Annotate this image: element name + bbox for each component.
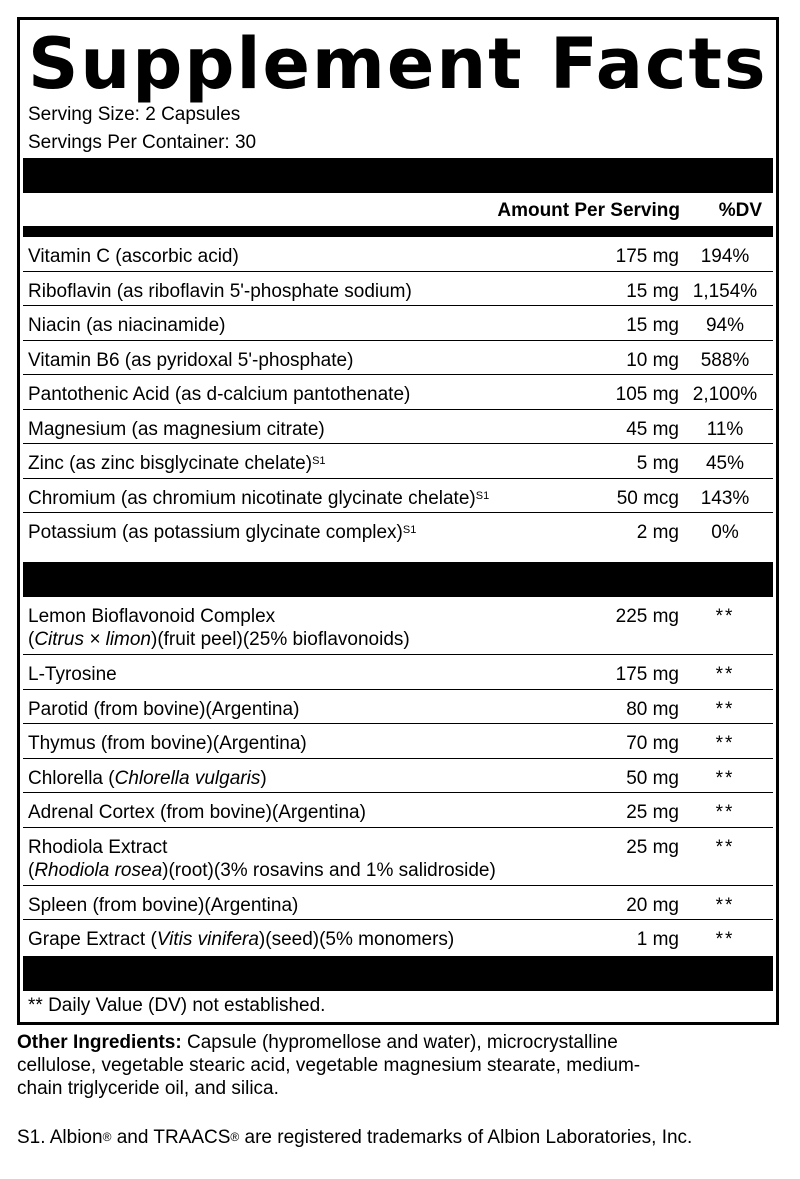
ingredient-dv: 2,100% (692, 384, 758, 405)
serving-size: Serving Size: 2 Capsules (28, 104, 241, 125)
table-row (23, 655, 773, 690)
dv-header: %DV (718, 200, 762, 221)
trademark-text: and TRAACS (111, 1127, 231, 1148)
ingredient-name: Thymus (from bovine)(Argentina) (28, 733, 307, 754)
table-row (23, 724, 773, 759)
ingredient-name: Riboflavin (as riboflavin 5'-phosphate sodium) (28, 280, 412, 302)
ingredient-amount: 5 mg (636, 453, 679, 474)
servings-per-container: Servings Per Container: 30 (28, 132, 257, 153)
ingredient-amount: 50 mg (626, 767, 679, 789)
ingredient-name-text: )(fruit peel)(25% bioflavonoids) (151, 629, 410, 650)
trademark-text: S1. Albion (17, 1127, 103, 1148)
ingredient-name-text: Chromium (as chromium nicotinate glycinate chelate) (28, 487, 476, 509)
table-row (23, 886, 773, 921)
ingredient-name-text: Potassium (as potassium glycinate complex) (28, 522, 403, 543)
botanical-name: Citrus × limon (34, 629, 151, 650)
ingredient-amount: 105 mg (615, 384, 679, 405)
registered-mark: ® (102, 1130, 112, 1144)
ingredient-dv: ** (715, 802, 735, 823)
ingredient-dv: 143% (700, 487, 750, 509)
table-row (23, 341, 773, 376)
ingredient-name-text: Chlorella ( (28, 767, 115, 789)
botanical-name: Vitis vinifera (156, 929, 259, 950)
amount-per-serving-header: Amount Per Serving (497, 200, 680, 221)
ingredient-name-text: Zinc (as zinc bisglycinate chelate) (28, 453, 313, 474)
registered-mark: ® (230, 1130, 240, 1144)
ingredient-name-text: Grape Extract ( (28, 929, 157, 950)
ingredient-amount: 25 mg (626, 836, 679, 858)
ingredient-dv: ** (715, 698, 735, 720)
ingredient-amount: 15 mg (626, 280, 679, 302)
table-row (23, 272, 773, 307)
ingredient-name (28, 767, 267, 790)
vitamin-rows (20, 237, 776, 548)
ingredient-name-text: ) (260, 767, 267, 789)
ingredient-amount: 20 mg (626, 894, 679, 916)
ingredient-name (28, 452, 326, 475)
ingredient-name-line1: Lemon Bioflavonoid Complex (28, 606, 276, 627)
supplement-facts-panel (17, 17, 779, 1025)
table-row (23, 479, 773, 514)
ingredient-amount: 25 mg (626, 802, 679, 823)
ingredient-amount: 10 mg (626, 349, 679, 371)
table-row (23, 237, 773, 272)
ingredient-amount: 70 mg (626, 733, 679, 754)
dv-footnote: ** Daily Value (DV) not established. (28, 995, 326, 1016)
ingredient-amount: 175 mg (615, 664, 679, 685)
ingredient-dv: ** (715, 929, 735, 950)
trademark-superscript: S1 (312, 455, 326, 467)
ingredient-dv: ** (715, 767, 735, 789)
ingredient-amount: 15 mg (626, 315, 679, 336)
ingredient-name-line1: Rhodiola Extract (28, 836, 168, 858)
ingredient-dv: ** (715, 606, 735, 627)
table-row (23, 375, 773, 410)
ingredient-name: Pantothenic Acid (as d-calcium pantothenate) (28, 384, 411, 405)
ingredient-name (28, 836, 496, 882)
ingredient-amount: 2 mg (636, 522, 679, 543)
ingredient-name (28, 605, 410, 651)
ingredient-name-text: ( (28, 859, 35, 881)
table-row (23, 410, 773, 445)
ingredient-name: L-Tyrosine (28, 664, 117, 685)
panel-title: Supplement Facts (28, 23, 768, 105)
other-ingredients (17, 1031, 657, 1100)
ingredient-name-text: )(root)(3% rosavins and 1% salidroside) (162, 859, 496, 881)
ingredient-name-text: ( (28, 629, 35, 650)
ingredient-dv: 194% (700, 246, 750, 267)
ingredient-dv: 45% (705, 453, 745, 474)
ingredient-amount: 50 mcg (616, 487, 679, 509)
ingredient-name (28, 521, 416, 544)
botanical-name: Rhodiola rosea (34, 859, 163, 881)
ingredient-dv: ** (715, 664, 735, 685)
ingredient-name: Magnesium (as magnesium citrate) (28, 418, 325, 440)
trademark-note (17, 1126, 692, 1150)
ingredient-dv: ** (715, 894, 735, 916)
divider-bar-section (23, 562, 773, 597)
divider-bar-header (23, 226, 773, 237)
table-row (23, 597, 773, 655)
ingredient-dv: ** (715, 733, 735, 754)
table-row (23, 828, 773, 886)
ingredient-name: Adrenal Cortex (from bovine)(Argentina) (28, 802, 366, 823)
table-row (23, 690, 773, 725)
other-ingredients-label: Other Ingredients: (17, 1032, 182, 1053)
ingredient-dv: 11% (706, 418, 744, 440)
botanical-name: Chlorella vulgaris (114, 767, 261, 789)
ingredient-amount: 225 mg (615, 606, 679, 627)
ingredient-name: Vitamin B6 (as pyridoxal 5'-phosphate) (28, 349, 354, 371)
table-row (23, 444, 773, 479)
ingredient-name-text: )(seed)(5% monomers) (258, 929, 455, 950)
other-ingredients-text: Capsule (hypromellose and water), microcrystalline cellulose, vegetable stearic acid, vegetable magnesium stearate, medium-chain triglyceride oil, and silica. (17, 1032, 641, 1099)
ingredient-name: Parotid (from bovine)(Argentina) (28, 698, 300, 720)
ingredient-name: Niacin (as niacinamide) (28, 315, 226, 336)
ingredient-name (28, 928, 454, 951)
table-row (23, 759, 773, 794)
ingredient-amount: 175 mg (615, 246, 679, 267)
ingredient-amount: 1 mg (636, 929, 679, 950)
ingredient-dv: ** (715, 836, 735, 858)
table-row (23, 513, 773, 548)
other-ingredient-rows (20, 597, 776, 955)
ingredient-name (28, 487, 489, 510)
ingredient-dv: 94% (705, 315, 745, 336)
ingredient-dv: 588% (700, 349, 750, 371)
ingredient-name: Spleen (from bovine)(Argentina) (28, 894, 299, 916)
trademark-superscript: S1 (475, 489, 490, 502)
table-row (23, 920, 773, 955)
ingredient-amount: 45 mg (626, 418, 679, 440)
ingredient-dv: 1,154% (692, 280, 758, 302)
trademark-text: are registered trademarks of Albion Laboratories, Inc. (239, 1127, 693, 1148)
table-row (23, 306, 773, 341)
table-row (23, 793, 773, 828)
trademark-superscript: S1 (402, 524, 417, 536)
divider-bar-bottom (23, 956, 773, 991)
divider-bar-top (23, 158, 773, 193)
ingredient-dv: 0% (711, 522, 739, 543)
ingredient-amount: 80 mg (626, 698, 679, 720)
ingredient-name: Vitamin C (ascorbic acid) (28, 246, 239, 267)
